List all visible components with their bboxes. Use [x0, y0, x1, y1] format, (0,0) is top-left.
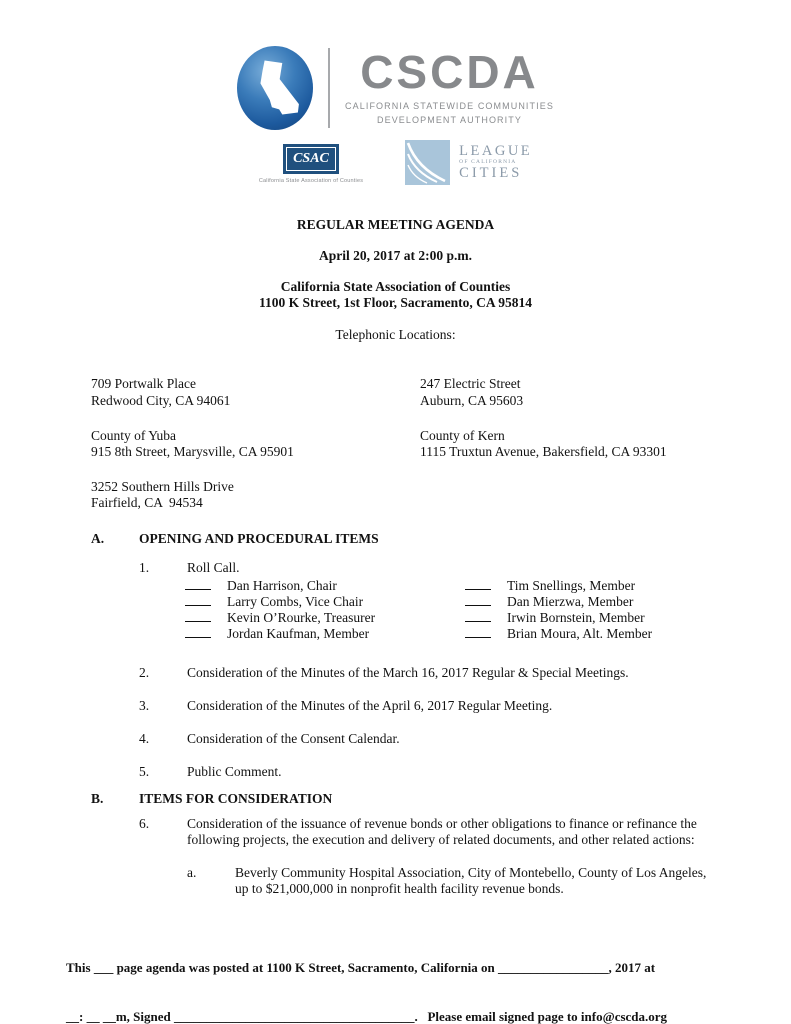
league-line1: LEAGUE — [459, 142, 533, 159]
agenda-item-1 — [139, 560, 791, 576]
section-title: ITEMS FOR CONSIDERATION — [139, 790, 333, 806]
rollcall-blank — [185, 595, 211, 606]
rollcall-name: Irwin Bornstein, Member — [507, 609, 645, 625]
location-line: 709 Portwalk Place — [91, 376, 196, 392]
location-row — [91, 479, 791, 511]
section-letter: A. — [91, 530, 105, 546]
roll-call-row — [185, 594, 791, 610]
subitem-text: Beverly Community Hospital Association, City of Montebello, County of Los Angeles, up to $21,000,000 in nonprofit health facility revenue bonds. — [235, 865, 707, 897]
location-left — [91, 479, 420, 511]
rollcall-name: Brian Moura, Alt. Member — [507, 625, 653, 641]
csac-box-icon — [283, 144, 339, 174]
location-right — [420, 479, 791, 511]
posting-certification-footer — [66, 928, 736, 1024]
section-b-heading — [91, 791, 791, 807]
rollcall-name: Tim Snellings, Member — [507, 577, 636, 593]
footer-line2: __: __ __m, Signed _____________________________________. Please email signed page to info@cscda.org — [66, 1008, 668, 1024]
agenda-item-4 — [139, 731, 791, 747]
location-line: County of Kern — [420, 427, 505, 443]
venue-address: 1100 K Street, 1st Floor, Sacramento, CA 95814 — [259, 295, 532, 311]
cscda-acronym: CSCDA — [360, 46, 539, 99]
rollcall-blank — [465, 627, 491, 638]
logo-wordmark — [345, 46, 554, 126]
location-right — [420, 428, 791, 460]
rollcall-blank — [185, 627, 211, 638]
item-text: Roll Call. — [187, 559, 240, 575]
section-a-heading — [91, 531, 791, 547]
agenda-item-2 — [139, 665, 791, 681]
item-text: Consideration of the Minutes of the March 16, 2017 Regular & Special Meetings. — [187, 664, 629, 680]
location-left — [91, 428, 420, 460]
location-right — [420, 376, 791, 408]
league-line2: OF CALIFORNIA — [459, 158, 517, 165]
location-line: Fairfield, CA 94534 — [91, 495, 203, 511]
logo-divider — [328, 48, 330, 128]
agenda-item-5 — [139, 764, 791, 780]
meeting-venue — [0, 279, 791, 311]
location-row — [91, 376, 791, 408]
roll-call-row — [185, 626, 791, 642]
rollcall-name: Kevin O’Rourke, Treasurer — [227, 609, 376, 625]
venue-name: California State Association of Counties — [280, 279, 511, 295]
rollcall-name: Dan Harrison, Chair — [227, 577, 337, 593]
telephonic-locations-list — [91, 376, 791, 511]
roll-call-entry — [185, 594, 465, 610]
csac-caption: California State Association of Counties — [258, 177, 364, 184]
roll-call-entry — [465, 578, 791, 594]
roll-call-entry — [185, 626, 465, 642]
subitem-letter: a. — [187, 865, 197, 881]
location-line: 247 Electric Street — [420, 376, 521, 392]
item-number: 3. — [139, 698, 150, 714]
rollcall-blank — [465, 579, 491, 590]
item-number: 5. — [139, 764, 150, 780]
agenda-item-6 — [139, 816, 791, 848]
item-number: 1. — [139, 559, 150, 575]
partner-logos — [0, 140, 791, 185]
roll-call-entry — [185, 610, 465, 626]
section-letter: B. — [91, 790, 104, 806]
meeting-title: REGULAR MEETING AGENDA — [296, 217, 495, 232]
roll-call-entry — [465, 610, 791, 626]
agenda-item-6a — [187, 865, 791, 897]
section-title: OPENING AND PROCEDURAL ITEMS — [139, 530, 379, 546]
cscda-tagline-line1: CALIFORNIA STATEWIDE COMMUNITIES — [345, 101, 554, 112]
agenda-item-3 — [139, 698, 791, 714]
roll-call-list — [185, 578, 791, 642]
location-line: Redwood City, CA 94061 — [91, 392, 231, 408]
location-line: Auburn, CA 95603 — [420, 392, 524, 408]
location-line: 1115 Truxtun Avenue, Bakersfield, CA 93301 — [420, 443, 667, 459]
location-line: County of Yuba — [91, 427, 176, 443]
california-globe-icon — [237, 46, 313, 130]
roll-call-row — [185, 610, 791, 626]
rollcall-blank — [185, 611, 211, 622]
telephonic-locations-label: Telephonic Locations: — [335, 327, 456, 343]
league-of-california-cities-logo — [405, 140, 532, 185]
item-number: 4. — [139, 731, 150, 747]
footer-line1: This ___ page agenda was posted at 1100 K Street, Sacramento, California on _________________, 2017 at — [66, 960, 656, 976]
location-line: 915 8th Street, Marysville, CA 95901 — [91, 443, 294, 459]
csac-acronym: CSAC — [293, 151, 329, 166]
item-text: Public Comment. — [187, 764, 282, 780]
location-left — [91, 376, 420, 408]
roll-call-entry — [185, 578, 465, 594]
item-text: Consideration of the Minutes of the April 6, 2017 Regular Meeting. — [187, 698, 553, 714]
item-number: 6. — [139, 815, 150, 831]
cscda-tagline-line2: DEVELOPMENT AUTHORITY — [377, 114, 522, 125]
roll-call-entry — [465, 626, 791, 642]
cscda-tagline — [345, 100, 554, 126]
csac-logo — [259, 144, 363, 184]
league-wordmark — [459, 144, 532, 182]
rollcall-blank — [465, 611, 491, 622]
item-text: Consideration of the issuance of revenue bonds or other obligations to finance or refinance the following projects, the execution and delivery of related documents, and other related actions: — [187, 815, 697, 848]
item-number: 2. — [139, 664, 150, 680]
rollcall-name: Larry Combs, Vice Chair — [227, 593, 364, 609]
location-line: 3252 Southern Hills Drive — [91, 479, 234, 495]
league-line3: CITIES — [459, 165, 523, 182]
rollcall-blank — [185, 579, 211, 590]
rollcall-name: Dan Mierzwa, Member — [507, 593, 634, 609]
league-swoosh-icon — [405, 140, 450, 185]
roll-call-row — [185, 578, 791, 594]
rollcall-blank — [465, 595, 491, 606]
roll-call-entry — [465, 594, 791, 610]
location-row — [91, 428, 791, 460]
rollcall-name: Jordan Kaufman, Member — [227, 625, 370, 641]
meeting-datetime: April 20, 2017 at 2:00 p.m. — [319, 248, 472, 264]
item-text: Consideration of the Consent Calendar. — [187, 731, 400, 747]
cscda-logo — [0, 0, 791, 130]
